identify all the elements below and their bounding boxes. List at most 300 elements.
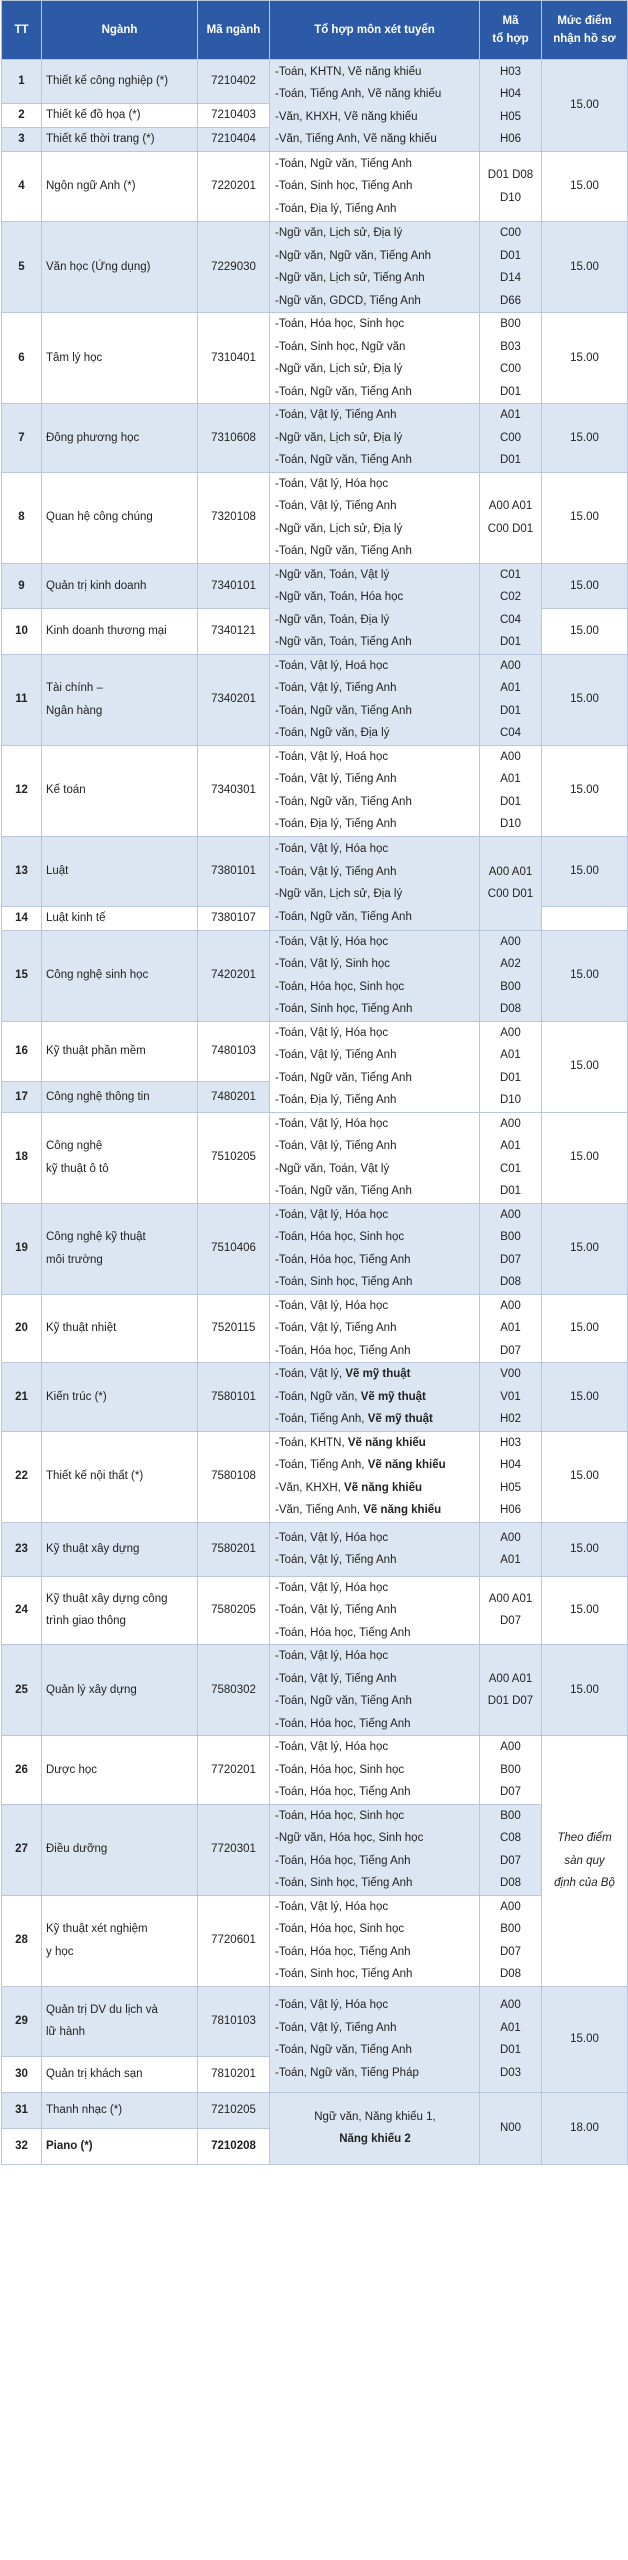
combo-code: D08 bbox=[499, 1276, 522, 1288]
major-name bbox=[42, 404, 198, 473]
major-name-line: Ngôn ngữ Anh (*) bbox=[46, 180, 136, 193]
to-hop-line: Năng khiếu 2 bbox=[339, 2133, 411, 2145]
min-score: 15.00 bbox=[542, 1645, 628, 1736]
to-hop-line: -Văn, KHXH, Vẽ năng khiếu bbox=[275, 1481, 422, 1494]
major-code: 7720301 bbox=[198, 1804, 270, 1895]
major-name bbox=[42, 1522, 198, 1576]
combo-code: B03 bbox=[500, 340, 521, 353]
major-code: 7720201 bbox=[198, 1736, 270, 1805]
admission-table bbox=[1, 0, 628, 2165]
combo-code: C08 bbox=[499, 1832, 522, 1844]
row-number: 24 bbox=[2, 1576, 42, 1645]
major-code: 7229030 bbox=[198, 222, 270, 313]
table-row bbox=[2, 1736, 628, 1805]
major-name bbox=[42, 313, 198, 404]
major-name-line: Thanh nhạc (*) bbox=[46, 2103, 123, 2116]
min-score bbox=[542, 906, 628, 930]
combo-code: C00 D01 bbox=[487, 888, 534, 900]
to-hop-line: -Toán, Vật lý, Vẽ mỹ thuật bbox=[275, 1368, 411, 1380]
table-row bbox=[2, 1645, 628, 1736]
major-code: 7210402 bbox=[198, 60, 270, 104]
subject-combos bbox=[270, 930, 480, 1021]
to-hop-line: -Toán, Địa lý, Tiếng Anh bbox=[275, 1094, 397, 1106]
to-hop-line: -Toán, Vật lý, Hoá học bbox=[275, 659, 389, 672]
combo-code: H04 bbox=[499, 88, 522, 100]
major-code: 7420201 bbox=[198, 930, 270, 1021]
combo-code: A01 bbox=[500, 409, 521, 421]
major-name-line: Piano (*) bbox=[46, 2139, 93, 2152]
major-code: 7580201 bbox=[198, 1522, 270, 1576]
combo-code: C04 bbox=[499, 727, 522, 739]
to-hop-line: -Toán, Hóa học, Sinh học bbox=[275, 980, 405, 993]
to-hop-line: -Toán, Vật lý, Hóa học bbox=[275, 1299, 389, 1312]
combo-code: A01 bbox=[500, 1140, 521, 1152]
combo-code: A00 A01 bbox=[488, 500, 533, 512]
header-ma-nganh: Mã ngành bbox=[198, 1, 270, 60]
row-number: 1 bbox=[2, 60, 42, 104]
subject-combos bbox=[270, 836, 480, 930]
to-hop-line: -Toán, Vật lý, Hóa học bbox=[275, 1581, 389, 1594]
to-hop-line: Ngữ văn, Năng khiếu 1, bbox=[314, 2110, 436, 2123]
min-score: 15.00 bbox=[542, 1576, 628, 1645]
to-hop-line: -Ngữ văn, Lịch sử, Địa lý bbox=[275, 363, 403, 375]
to-hop-line: -Toán, Hóa học, Sinh học bbox=[275, 1923, 405, 1935]
to-hop-line: -Toán, Sinh học, Tiếng Anh bbox=[275, 1968, 413, 1980]
combo-code: C00 bbox=[499, 227, 522, 239]
row-number: 21 bbox=[2, 1363, 42, 1432]
major-name-line: Kỹ thuật nhiệt bbox=[46, 1322, 117, 1334]
combo-code: A00 bbox=[500, 1531, 521, 1544]
to-hop-line: -Toán, Vật lý, Hóa học bbox=[275, 1208, 389, 1221]
table-row bbox=[2, 60, 628, 104]
row-number: 13 bbox=[2, 836, 42, 906]
to-hop-line: -Ngữ văn, GDCD, Tiếng Anh bbox=[275, 294, 421, 307]
combo-code: V01 bbox=[500, 1390, 521, 1403]
major-code: 7810103 bbox=[198, 1986, 270, 2056]
table-row bbox=[2, 1522, 628, 1576]
table-body bbox=[2, 60, 628, 2165]
combo-code: D01 bbox=[499, 1071, 522, 1084]
to-hop-highlight: Vẽ năng khiếu bbox=[367, 1459, 446, 1471]
major-name-line: Công nghệ thông tin bbox=[46, 1090, 150, 1103]
major-name bbox=[42, 60, 198, 104]
combo-code: B00 bbox=[500, 1763, 521, 1776]
min-score: 15.00 bbox=[542, 836, 628, 906]
major-name-line: Quản lý xây dựng bbox=[46, 1683, 137, 1696]
major-code: 7210208 bbox=[198, 2128, 270, 2164]
combo-code: A00 bbox=[500, 1299, 521, 1312]
table-row bbox=[2, 563, 628, 609]
combo-code: D01 bbox=[499, 795, 522, 808]
major-name bbox=[42, 2128, 198, 2164]
table-row bbox=[2, 404, 628, 473]
major-name bbox=[42, 1895, 198, 1986]
to-hop-line: -Toán, Địa lý, Tiếng Anh bbox=[275, 818, 397, 830]
to-hop-line: -Toán, Ngữ văn, Tiếng Anh bbox=[275, 1695, 412, 1707]
table-row bbox=[2, 1895, 628, 1986]
row-number: 9 bbox=[2, 563, 42, 609]
to-hop-line: -Toán, Vật lý, Tiếng Anh bbox=[275, 1554, 397, 1566]
combo-code: H05 bbox=[499, 1481, 522, 1494]
combo-code: C02 bbox=[499, 591, 522, 603]
combo-code: D01 bbox=[499, 636, 522, 648]
row-number: 7 bbox=[2, 404, 42, 473]
combo-code: A01 bbox=[500, 2021, 521, 2034]
to-hop-line: -Toán, Ngữ văn, Tiếng Anh bbox=[275, 545, 412, 557]
major-name bbox=[42, 1576, 198, 1645]
row-number: 8 bbox=[2, 472, 42, 563]
major-name bbox=[42, 1112, 198, 1203]
header-ma-to-hop bbox=[480, 1, 542, 60]
min-score: 15.00 bbox=[542, 745, 628, 836]
major-code: 7480201 bbox=[198, 1082, 270, 1112]
combo-codes bbox=[480, 1645, 542, 1736]
major-name-line: Kiến trúc (*) bbox=[46, 1390, 107, 1403]
row-number: 16 bbox=[2, 1021, 42, 1082]
min-score: 15.00 bbox=[542, 60, 628, 152]
major-name bbox=[42, 563, 198, 609]
combo-code: N00 bbox=[499, 2121, 522, 2134]
to-hop-highlight: Vẽ năng khiếu bbox=[347, 1436, 426, 1449]
to-hop-highlight: Vẽ mỹ thuật bbox=[367, 1413, 433, 1425]
major-name bbox=[42, 930, 198, 1021]
major-name-line: Công nghệ sinh học bbox=[46, 969, 149, 982]
subject-combos bbox=[270, 1431, 480, 1522]
table-row bbox=[2, 152, 628, 222]
combo-codes bbox=[480, 1986, 542, 2092]
combo-code: D66 bbox=[499, 294, 522, 307]
to-hop-line: -Ngữ văn, Toán, Địa lý bbox=[275, 613, 390, 626]
to-hop-line: -Toán, Vật lý, Hóa học bbox=[275, 935, 389, 948]
to-hop-line: -Toán, Vật lý, Sinh học bbox=[275, 958, 391, 970]
row-number: 22 bbox=[2, 1431, 42, 1522]
subject-combos bbox=[270, 1203, 480, 1294]
major-name-line: Kế toán bbox=[46, 784, 86, 797]
major-name bbox=[42, 1986, 198, 2056]
combo-code: D10 bbox=[499, 191, 522, 204]
major-name-line: Đông phương học bbox=[46, 431, 140, 444]
combo-code: H05 bbox=[499, 110, 522, 123]
combo-code: D01 bbox=[499, 1185, 522, 1197]
min-score: 15.00 bbox=[542, 609, 628, 655]
combo-code: C04 bbox=[499, 613, 522, 626]
to-hop-line: -Toán, Vật lý, Tiếng Anh bbox=[275, 500, 397, 512]
header-muc-diem-line1: Mức điểm bbox=[557, 15, 612, 27]
to-hop-line: -Ngữ văn, Lịch sử, Địa lý bbox=[275, 888, 403, 900]
combo-code: A00 A01 bbox=[488, 865, 533, 878]
to-hop-line: -Toán, Hóa học, Tiếng Anh bbox=[275, 1253, 411, 1266]
major-name bbox=[42, 1203, 198, 1294]
subject-combos bbox=[270, 563, 480, 654]
major-name-line: kỹ thuật ô tô bbox=[46, 1162, 109, 1175]
major-code: 7320108 bbox=[198, 472, 270, 563]
combo-codes bbox=[480, 1021, 542, 1112]
subject-combos bbox=[270, 1645, 480, 1736]
major-name bbox=[42, 1645, 198, 1736]
subject-combos bbox=[270, 222, 480, 313]
to-hop-line: -Toán, Vật lý, Hóa học bbox=[275, 1650, 389, 1662]
to-hop-line: -Toán, KHTN, Vẽ năng khiếu bbox=[275, 65, 422, 78]
to-hop-line: -Toán, Ngữ văn, Tiếng Anh bbox=[275, 795, 412, 808]
major-code: 7210205 bbox=[198, 2092, 270, 2128]
row-number: 25 bbox=[2, 1645, 42, 1736]
min-score: 15.00 bbox=[542, 1294, 628, 1363]
combo-codes bbox=[480, 1804, 542, 1895]
min-score-line: định của Bộ bbox=[554, 1877, 615, 1889]
subject-combos bbox=[270, 1804, 480, 1895]
to-hop-line: -Toán, Sinh học, Tiếng Anh bbox=[275, 180, 413, 193]
to-hop-line: -Toán, Vật lý, Hóa học bbox=[275, 1741, 389, 1753]
major-name-line: Thiết kế công nghiệp (*) bbox=[46, 75, 169, 88]
major-name bbox=[42, 2092, 198, 2128]
combo-code: D07 bbox=[499, 1854, 522, 1867]
major-name bbox=[42, 472, 198, 563]
combo-codes bbox=[480, 745, 542, 836]
min-score: 15.00 bbox=[542, 472, 628, 563]
to-hop-line: -Toán, Vật lý, Tiếng Anh bbox=[275, 409, 397, 421]
table-row bbox=[2, 1203, 628, 1294]
combo-code: H03 bbox=[499, 65, 522, 78]
min-score: 15.00 bbox=[542, 152, 628, 222]
combo-code: D14 bbox=[499, 272, 522, 284]
major-name-line: Luật kinh tế bbox=[46, 911, 106, 924]
row-number: 29 bbox=[2, 1986, 42, 2056]
to-hop-line: -Ngữ văn, Toán, Hóa học bbox=[275, 591, 404, 603]
to-hop-line: -Ngữ văn, Toán, Vật lý bbox=[275, 1162, 390, 1175]
min-score: 15.00 bbox=[542, 1522, 628, 1576]
major-name bbox=[42, 104, 198, 128]
table-row bbox=[2, 930, 628, 1021]
to-hop-line: -Toán, Tiếng Anh, Vẽ năng khiếu bbox=[275, 88, 442, 100]
to-hop-line: -Toán, Vật lý, Hóa học bbox=[275, 1026, 389, 1039]
combo-code: A00 A01 bbox=[488, 1592, 533, 1605]
to-hop-line: -Toán, Tiếng Anh, Vẽ năng khiếu bbox=[275, 1459, 446, 1471]
major-name bbox=[42, 2056, 198, 2092]
to-hop-line: -Toán, Hóa học, Tiếng Anh bbox=[275, 1945, 411, 1958]
major-name bbox=[42, 152, 198, 222]
to-hop-line: -Toán, Sinh học, Tiếng Anh bbox=[275, 1003, 413, 1015]
to-hop-line: -Toán, Vật lý, Tiếng Anh bbox=[275, 1672, 397, 1685]
table-row bbox=[2, 1294, 628, 1363]
table-row bbox=[2, 1431, 628, 1522]
to-hop-line: -Toán, Vật lý, Hóa học bbox=[275, 843, 389, 855]
subject-combos bbox=[270, 1112, 480, 1203]
major-name-line: Kỹ thuật xét nghiệm bbox=[46, 1923, 148, 1935]
combo-code: D01 bbox=[499, 385, 522, 398]
subject-combos bbox=[270, 1363, 480, 1432]
combo-codes bbox=[480, 1895, 542, 1986]
to-hop-line: -Toán, Vật lý, Tiếng Anh bbox=[275, 865, 397, 878]
row-number: 27 bbox=[2, 1804, 42, 1895]
min-score: 15.00 bbox=[542, 1021, 628, 1112]
min-score-line: sàn quy bbox=[564, 1854, 605, 1867]
min-score: 15.00 bbox=[542, 563, 628, 609]
table-row bbox=[2, 745, 628, 836]
to-hop-line: -Ngữ văn, Lịch sử, Địa lý bbox=[275, 431, 403, 444]
combo-code: B00 bbox=[500, 318, 521, 330]
combo-code: D01 bbox=[499, 704, 522, 717]
combo-code: C01 bbox=[499, 568, 522, 581]
combo-code: D07 bbox=[499, 1615, 522, 1628]
min-score: 15.00 bbox=[542, 404, 628, 473]
table-row bbox=[2, 1021, 628, 1082]
row-number: 6 bbox=[2, 313, 42, 404]
min-score: 15.00 bbox=[542, 313, 628, 404]
major-name-line: Công nghệ kỹ thuật bbox=[46, 1231, 146, 1243]
major-name bbox=[42, 222, 198, 313]
combo-codes bbox=[480, 1203, 542, 1294]
to-hop-highlight: Vẽ mỹ thuật bbox=[345, 1368, 411, 1380]
major-code: 7340301 bbox=[198, 745, 270, 836]
to-hop-line: -Toán, Vật lý, Tiếng Anh bbox=[275, 1049, 397, 1061]
major-name-line: Quản trị khách sạn bbox=[46, 2067, 143, 2080]
combo-codes bbox=[480, 1576, 542, 1645]
min-score: 18.00 bbox=[542, 2092, 628, 2164]
subject-combos bbox=[270, 1522, 480, 1576]
subject-combos bbox=[270, 152, 480, 222]
major-name-line: Thiết kế thời trang (*) bbox=[46, 133, 155, 146]
table-row bbox=[2, 654, 628, 745]
subject-combos bbox=[270, 1021, 480, 1112]
combo-code: H06 bbox=[499, 133, 522, 145]
to-hop-line: -Toán, Vật lý, Tiếng Anh bbox=[275, 682, 397, 694]
row-number: 14 bbox=[2, 906, 42, 930]
header-to-hop: Tổ hợp môn xét tuyển bbox=[270, 1, 480, 60]
major-name bbox=[42, 654, 198, 745]
combo-codes bbox=[480, 152, 542, 222]
major-name-line: Kỹ thuật xây dựng bbox=[46, 1542, 140, 1555]
min-score: 15.00 bbox=[542, 930, 628, 1021]
major-name-line: trình giao thông bbox=[46, 1615, 126, 1628]
to-hop-line: -Toán, Ngữ văn, Tiếng Anh bbox=[275, 704, 412, 717]
to-hop-line: -Toán, Ngữ văn, Địa lý bbox=[275, 727, 390, 739]
row-number: 4 bbox=[2, 152, 42, 222]
subject-combos bbox=[270, 60, 480, 152]
to-hop-line: -Toán, Ngữ văn, Tiếng Anh bbox=[275, 157, 412, 170]
to-hop-line: -Ngữ văn, Hóa học, Sinh học bbox=[275, 1832, 424, 1844]
to-hop-line: -Toán, Vật lý, Tiếng Anh bbox=[275, 773, 397, 785]
major-name bbox=[42, 745, 198, 836]
combo-code: A00 bbox=[500, 750, 521, 763]
header-nganh: Ngành bbox=[42, 1, 198, 60]
subject-combos bbox=[270, 654, 480, 745]
min-score: 15.00 bbox=[542, 222, 628, 313]
major-code: 7510205 bbox=[198, 1112, 270, 1203]
major-name-line: y học bbox=[46, 1945, 74, 1958]
row-number: 18 bbox=[2, 1112, 42, 1203]
header-ma-to-hop-line1: Mã bbox=[502, 15, 519, 27]
to-hop-line: -Toán, Ngữ văn, Tiếng Pháp bbox=[275, 2066, 419, 2079]
header-muc-diem-line2: nhận hồ sơ bbox=[553, 33, 616, 45]
to-hop-line: -Toán, Vật lý, Tiếng Anh bbox=[275, 1140, 397, 1152]
major-name-line: môi trường bbox=[46, 1253, 103, 1266]
min-score-line: Theo điểm bbox=[557, 1832, 612, 1844]
combo-codes bbox=[480, 2092, 542, 2164]
major-name-line: Ngân hàng bbox=[46, 704, 103, 717]
major-code: 7720601 bbox=[198, 1895, 270, 1986]
subject-combos bbox=[270, 1576, 480, 1645]
combo-code: H06 bbox=[499, 1504, 522, 1516]
major-code: 7580205 bbox=[198, 1576, 270, 1645]
combo-code: C00 D01 bbox=[487, 522, 534, 535]
to-hop-line: -Ngữ văn, Toán, Vật lý bbox=[275, 568, 390, 581]
major-code: 7220201 bbox=[198, 152, 270, 222]
to-hop-line: -Toán, Hóa học, Sinh học bbox=[275, 1231, 405, 1243]
major-name bbox=[42, 128, 198, 152]
to-hop-line: -Ngữ văn, Toán, Tiếng Anh bbox=[275, 636, 412, 648]
major-code: 7340121 bbox=[198, 609, 270, 655]
combo-code: B00 bbox=[500, 980, 521, 993]
to-hop-line: -Toán, Hóa học, Tiếng Anh bbox=[275, 1854, 411, 1867]
major-code: 7580101 bbox=[198, 1363, 270, 1432]
combo-code: D08 bbox=[499, 1003, 522, 1015]
combo-code: A00 bbox=[500, 1741, 521, 1753]
combo-codes bbox=[480, 1112, 542, 1203]
subject-combos bbox=[270, 745, 480, 836]
major-name-line: Quản trị kinh doanh bbox=[46, 579, 147, 592]
combo-code: B00 bbox=[500, 1923, 521, 1935]
major-name bbox=[42, 906, 198, 930]
combo-codes bbox=[480, 654, 542, 745]
min-score: 15.00 bbox=[542, 654, 628, 745]
major-code: 7810201 bbox=[198, 2056, 270, 2092]
row-number: 10 bbox=[2, 609, 42, 655]
to-hop-line: -Toán, Ngữ văn, Tiếng Anh bbox=[275, 2044, 412, 2056]
to-hop-line: -Toán, Vật lý, Hoá học bbox=[275, 750, 389, 763]
combo-code: C01 bbox=[499, 1162, 522, 1175]
combo-code: D08 bbox=[499, 1877, 522, 1889]
combo-code: A01 bbox=[500, 682, 521, 694]
major-name bbox=[42, 1431, 198, 1522]
major-name-line: Tài chính – bbox=[46, 682, 103, 694]
to-hop-line: -Toán, Ngữ văn, Tiếng Anh bbox=[275, 910, 412, 923]
to-hop-line: -Toán, Sinh học, Tiếng Anh bbox=[275, 1877, 413, 1889]
row-number: 11 bbox=[2, 654, 42, 745]
combo-codes bbox=[480, 472, 542, 563]
major-name-line: Công nghệ bbox=[46, 1140, 103, 1152]
combo-code: D10 bbox=[499, 818, 522, 830]
to-hop-line: -Văn, Tiếng Anh, Vẽ năng khiếu bbox=[275, 1504, 442, 1516]
header-muc-diem bbox=[542, 1, 628, 60]
to-hop-highlight: Vẽ năng khiếu bbox=[344, 1481, 422, 1494]
combo-code: A01 bbox=[500, 1049, 521, 1061]
min-score: 15.00 bbox=[542, 1986, 628, 2092]
table-row bbox=[2, 836, 628, 906]
row-number: 2 bbox=[2, 104, 42, 128]
major-name-line: Luật bbox=[46, 864, 69, 877]
major-name bbox=[42, 1021, 198, 1082]
combo-code: D01 bbox=[499, 249, 522, 262]
combo-code: D03 bbox=[499, 2066, 522, 2079]
major-code: 7520115 bbox=[198, 1294, 270, 1363]
to-hop-line: -Toán, Hóa học, Tiếng Anh bbox=[275, 1786, 411, 1798]
min-score: 15.00 bbox=[542, 1363, 628, 1432]
combo-codes bbox=[480, 313, 542, 404]
combo-code: A00 bbox=[500, 1999, 521, 2011]
to-hop-line: -Ngữ văn, Lịch sử, Địa lý bbox=[275, 522, 403, 535]
combo-code: B00 bbox=[500, 1231, 521, 1243]
table-row bbox=[2, 472, 628, 563]
combo-codes bbox=[480, 1736, 542, 1805]
major-name-line: Văn học (Ứng dụng) bbox=[46, 260, 151, 273]
row-number: 19 bbox=[2, 1203, 42, 1294]
to-hop-line: -Toán, Vật lý, Tiếng Anh bbox=[275, 1604, 397, 1616]
header-ma-to-hop-line2: tổ hợp bbox=[492, 33, 529, 45]
to-hop-line: -Toán, Vật lý, Tiếng Anh bbox=[275, 2021, 397, 2034]
combo-code: C00 bbox=[499, 431, 522, 444]
min-score bbox=[542, 1736, 628, 1987]
min-score: 15.00 bbox=[542, 1112, 628, 1203]
